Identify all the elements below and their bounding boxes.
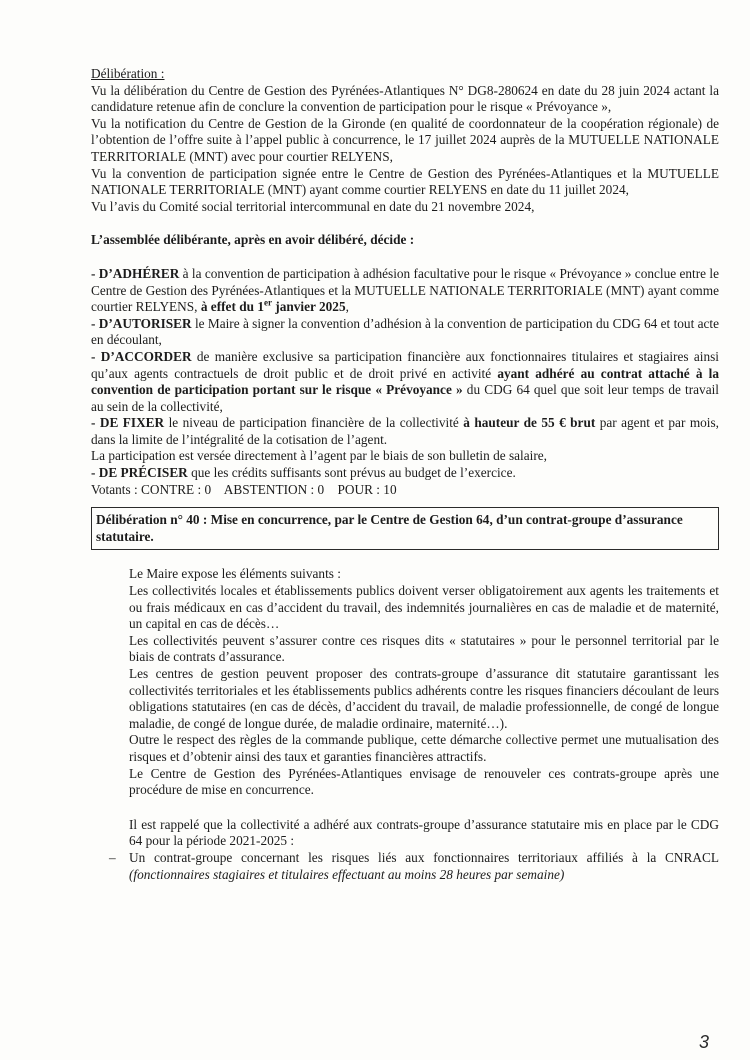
vote-results: Votants : CONTRE : 0 ABSTENTION : 0 POUR : 10 [91,481,397,497]
decision-accorder: - D’ACCORDER de manière exclusive sa participation financière aux fonctionnaires titulaires et stagiaires ainsi qu’aux agents contractuels de droit public et de droit privé en activité ayant adhéré au contrat attaché à la convention de participation portant sur le risque « Prévoyance » du CDG 64 quel que soit leur temps de travail au sein de la collectivité, [91,348,719,414]
exposition-block [91,566,719,850]
exposition-paragraph: Les collectivités locales et établissements publics doivent verser obligatoirement aux agents les traitements et ou frais médicaux en cas d’accident du travail, des indemnités journalières en cas de maladie et de maternité, un capital en cas de décès… [129,583,719,632]
bullet-text: Un contrat-groupe concernant les risques liés aux fonctionnaires territoriaux affiliés à la CNRACL (fonctionnaires stagiaires et titulaires effectuant au moins 28 heures par semaine) [129,849,719,882]
vu-paragraph: Vu la notification du Centre de Gestion de la Gironde (en qualité de coordonnateur de la coopération régionale) de l’obtention de l’offre suite à l’appel public à concurrence, le 17 juillet 2024 auprès de la MUTUELLE NATIONALE TERRITORIALE (MNT) avec pour courtier RELYENS, [91,115,719,164]
deliberation-40-title: Délibération n° 40 : Mise en concurrence, par le Centre de Gestion 64, d’un contrat-groupe d’assurance statutaire. [96,512,683,544]
exposition-paragraph: Les centres de gestion peuvent proposer des contrats-groupe d’assurance dit statutaire garantissant les collectivités territoriales et les établissements publics adhérents contre les risques financiers découlant de leurs obligations statutaires (en cas de décès, d’accident du travail, de maladie professionnelle, de congé de longue maladie, de congé de longue durée, de maladie ordinaire, maternité…). [129,666,719,731]
list-item [91,850,719,883]
exposition-paragraph: Le Centre de Gestion des Pyrénées-Atlantiques envisage de renouveler ces contrats-groupe après une procédure de mise en concurrence. [129,765,719,798]
decision-autoriser: - D’AUTORISER le Maire à signer la convention d’adhésion à la convention de participation du CDG 64 et tout acte en découlant, [91,315,719,348]
rappel-paragraph: Il est rappelé que la collectivité a adhéré aux contrats-groupe d’assurance statutaire mis en place par le CDG 64 pour la période 2021-2025 : [129,816,719,849]
exposition-paragraph: Les collectivités peuvent s’assurer contre ces risques dits « statutaires » pour le personnel territorial par le biais de contrats d’assurance. [129,632,719,665]
bullet-dash: – [109,849,116,865]
spacer [129,799,719,817]
vu-paragraph: Vu la délibération du Centre de Gestion des Pyrénées-Atlantiques N° DG8-280624 en date du 28 juin 2024 actant la candidature retenue afin de conclure la convention de participation pour le risque « Prévoyance », [91,82,719,115]
assembly-decides: L’assemblée délibérante, après en avoir délibéré, décide : [91,232,415,248]
vu-paragraph: Vu l’avis du Comité social territorial intercommunal en date du 21 novembre 2024, [91,198,535,214]
deliberation-40-title-box [91,507,719,550]
decision-verb: - DE PRÉCISER [91,465,188,481]
versement-note: La participation est versée directement à l’agent par le biais de son bulletin de salaire, [91,448,547,464]
vu-paragraph: Vu la convention de participation signée entre le Centre de Gestion des Pyrénées-Atlantiques et la MUTUELLE NATIONALE TERRITORIALE (MNT) ayant comme courtier RELYENS en date du 11 juillet 2024, [91,165,719,198]
page-content [91,66,719,883]
spacer [91,215,719,232]
decision-fixer: - DE FIXER le niveau de participation financière de la collectivité à hauteur de 55 € brut par agent et par mois, dans la limite de l’intégralité de la cotisation de l’agent. [91,415,719,447]
decision-verb: - D’ACCORDER [91,348,192,364]
page-number: 3 [699,1032,710,1052]
exposition-intro: Le Maire expose les éléments suivants : [129,566,341,582]
decision-verb: - D’ADHÉRER [91,265,180,281]
decision-verb: - D’AUTORISER [91,315,192,331]
decision-adherer: - D’ADHÉRER à la convention de participation à adhésion facultative pour le risque « Prévoyance » conclue entre le Centre de Gestion des Pyrénées-Atlantiques et la MUTUELLE NATIONALE TERRITORIALE (MNT) ayant comme courtier RELYENS, à effet du 1er janvier 2025, [91,265,720,315]
decision-preciser: - DE PRÉCISER que les crédits suffisants sont prévus au budget de l’exercice. [91,465,516,481]
deliberation-heading: Délibération : [91,66,165,81]
spacer [91,249,719,266]
decision-verb: - DE FIXER [91,415,165,431]
exposition-paragraph: Outre le respect des règles de la commande publique, cette démarche collective permet une mutualisation des risques et d’obtenir ainsi des taux et garanties financières attractifs. [129,732,719,764]
